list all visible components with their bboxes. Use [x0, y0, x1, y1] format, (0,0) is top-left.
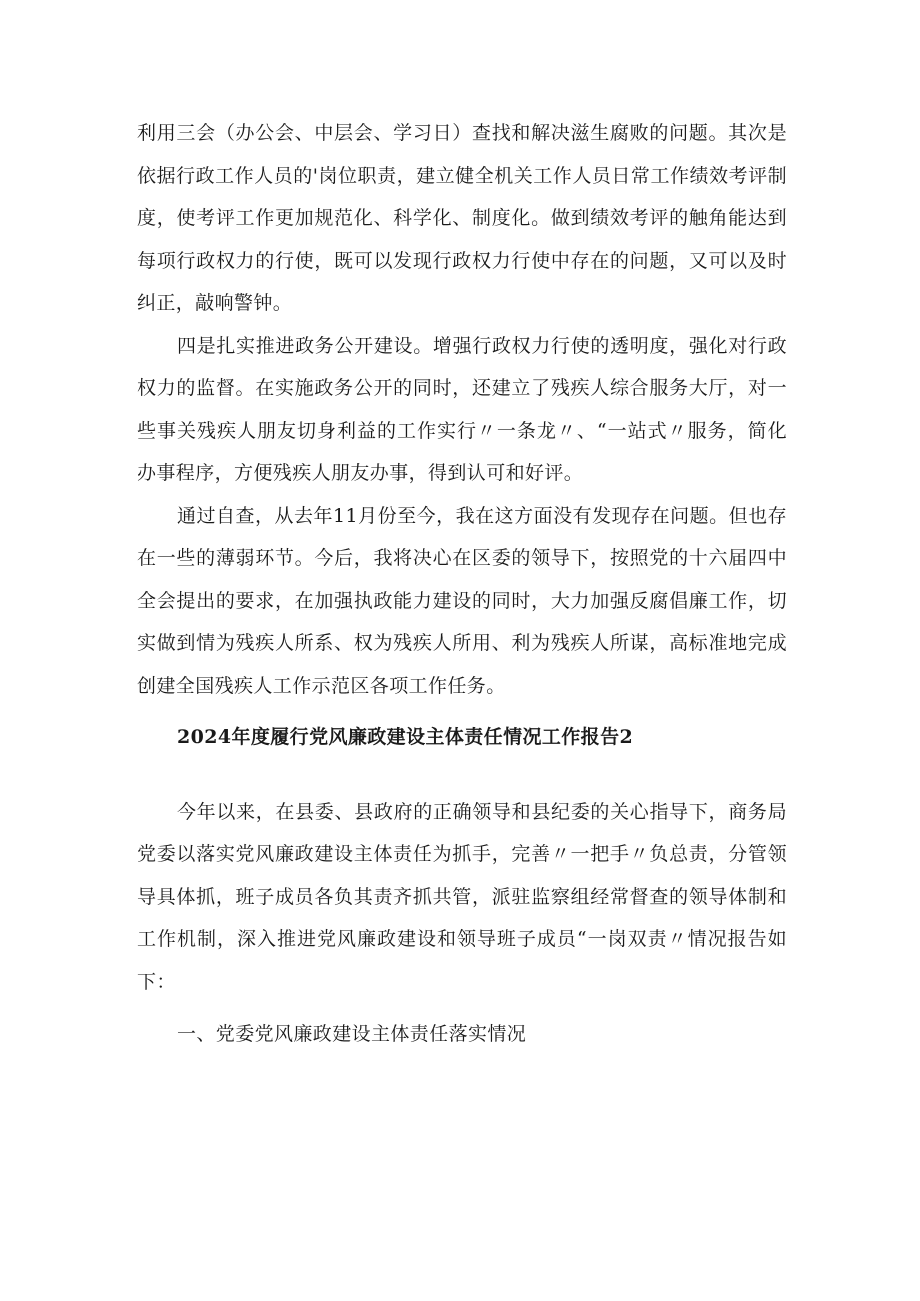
document-body: [137, 112, 787, 1056]
paragraph-government-affairs-openness: 四是扎实推进政务公开建设。增强行政权力行使的透明度，强化对行政权力的监督。在实施政务公开的同时，还建立了残疾人综合服务大厅，对一些事关残疾人朋友切身利益的工作实行〃一条龙〃、“一站式〃服务，简化办事程序，方便残疾人朋友办事，得到认可和好评。: [137, 334, 787, 484]
paragraph-report-intro: 今年以来，在县委、县政府的正确领导和县纪委的关心指导下，商务局党委以落实党风廉政建设主体责任为抓手，完善〃一把手〃负总责，分管领导具体抓，班子成员各负其责齐抓共管，派驻监察组经常督查的领导体制和工作机制，深入推进党风廉政建设和领导班子成员“一岗双责〃情况报告如下：: [137, 800, 787, 993]
paragraph-subheading-party-committee: 一、党委党风廉政建设主体责任落实情况: [177, 1023, 527, 1045]
section-title: 2024年度履行党风廉政建设主体责任情况工作报告2: [177, 726, 634, 748]
paragraph-self-inspection: 通过自查，从去年11月份至今，我在这方面没有发现存在问题。但也存在一些的薄弱环节。今后，我将决心在区委的领导下，按照党的十六届四中全会提出的要求，在加强执政能力建设的同时，大力加强反腐倡廉工作，切实做到情为残疾人所系、权为残疾人所用、利为残疾人所谋，高标准地完成创建全国残疾人工作示范区各项工作任务。: [137, 504, 787, 697]
paragraph-performance-evaluation: 利用三会（办公会、中层会、学习日）查找和解决滋生腐败的问题。其次是依据行政工作人员的'岗位职责，建立健全机关工作人员日常工作绩效考评制度，使考评工作更加规范化、科学化、制度化。做到绩效考评的触角能达到每项行政权力的行使，既可以发现行政权力行使中存在的问题，又可以及时纠正，敲响警钟。: [137, 122, 787, 314]
